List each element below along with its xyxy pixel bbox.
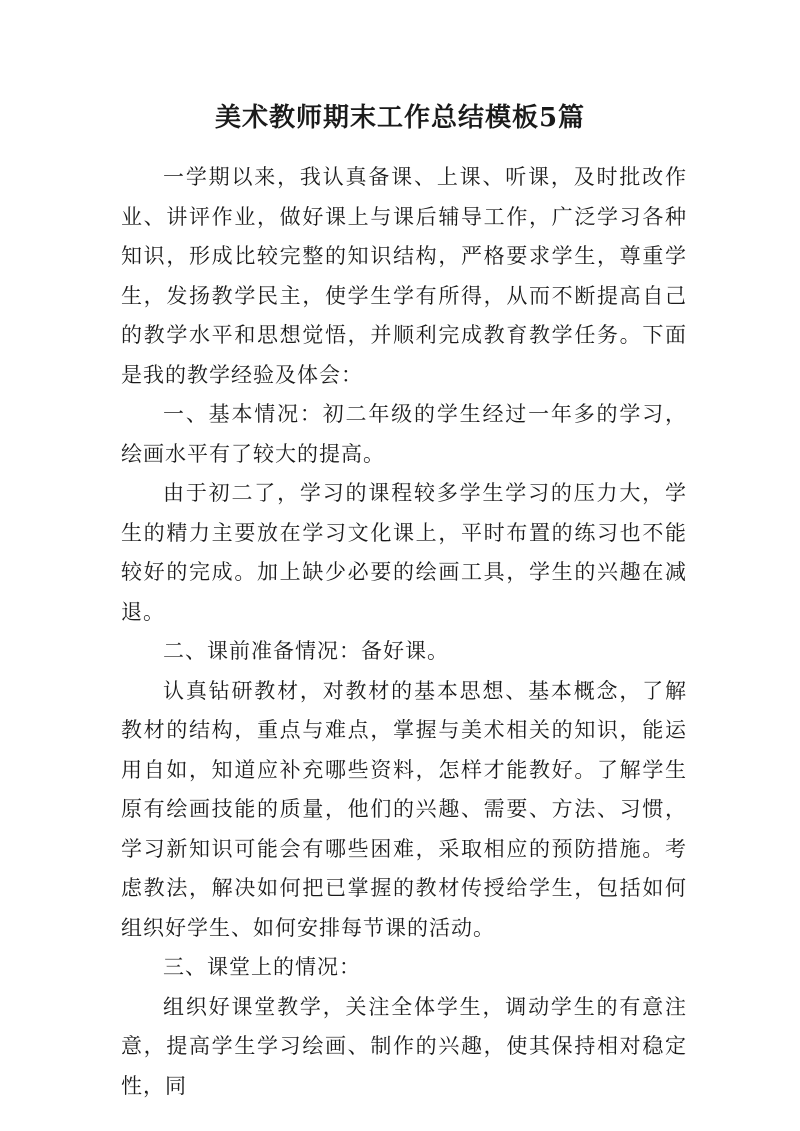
paragraph-section-3-body: 组织好课堂教学，关注全体学生，调动学生的有意注意，提高学生学习绘画、制作的兴趣，使其保持相对稳定性，同 <box>121 994 687 1098</box>
paragraph-section-2-heading: 二、课前准备情况：备好课。 <box>163 639 449 663</box>
paragraph-section-1-body: 由于初二了，学习的课程较多学生学习的压力大，学生的精力主要放在学习文化课上，平时布置的练习也不能较好的完成。加上缺少必要的绘画工具，学生的兴趣在减退。 <box>121 481 687 624</box>
paragraph-section-3-heading: 三、课堂上的情况： <box>163 955 361 979</box>
document-body <box>121 158 687 1106</box>
paragraph-section-1-heading: 一、基本情况：初二年级的学生经过一年多的学习，绘画水平有了较大的提高。 <box>121 402 687 466</box>
paragraph-intro: 一学期以来，我认真备课、上课、听课，及时批改作业、讲评作业，做好课上与课后辅导工作，广泛学习各种知识，形成比较完整的知识结构，严格要求学生，尊重学生，发扬教学民主，使学生学有所得，从而不断提高自己的教学水平和思想觉悟，并顺利完成教育教学任务。下面是我的教学经验及体会： <box>121 165 687 387</box>
document-title: 美术教师期末工作总结模板5篇 <box>214 103 586 133</box>
paragraph-section-2-body: 认真钻研教材，对教材的基本思想、基本概念，了解教材的结构，重点与难点，掌握与美术相关的知识，能运用自如，知道应补充哪些资料，怎样才能教好。了解学生原有绘画技能的质量，他们的兴趣、需要、方法、习惯，学习新知识可能会有哪些困难，采取相应的预防措施。考虑教法，解决如何把已掌握的教材传授给学生，包括如何组织好学生、如何安排每节课的活动。 <box>121 678 687 940</box>
